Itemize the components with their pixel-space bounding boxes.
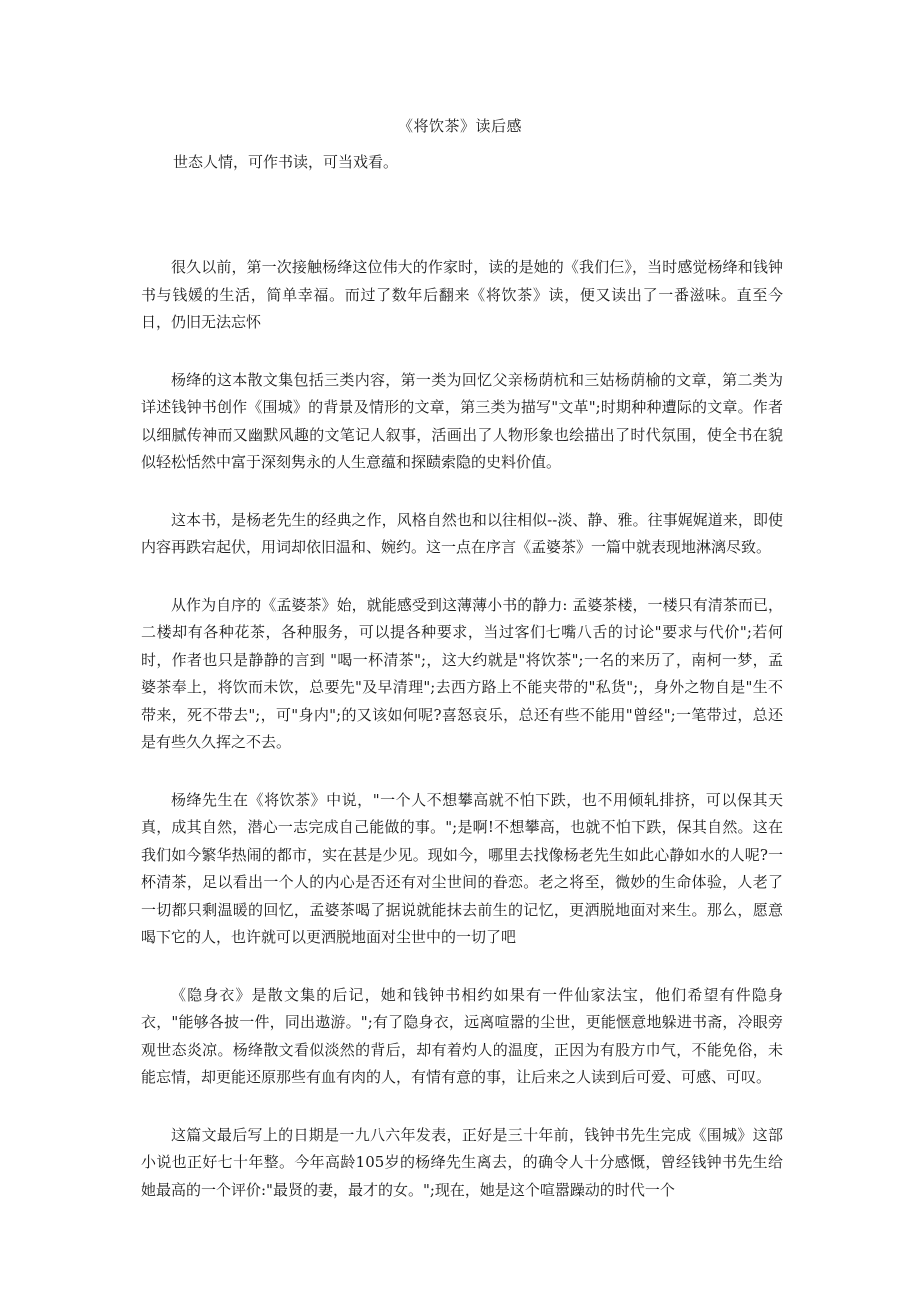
paragraph-4: 从作为自序的《孟婆茶》始，就能感受到这薄薄小书的静力: 孟婆茶楼，一楼只有清茶而已，二楼却有各种花茶，各种服务，可以提各种要求，当过客们七嘴八舌的讨论"要求与代价";若何时，作者也只是静静的言到 "喝一杯清茶";，这大约就是"将饮茶";一名的来历了，南柯一梦，孟婆茶奉上，将饮而未饮，总要先"及早清理";去西方路上不能夹带的"私货";，身外之物自是"生不带来，死不带去";，可"身内";的又该如何呢?喜怒哀乐，总还有些不能用"曾经";一笔带过，总还是有些久久挥之不去。 [141, 595, 783, 751]
epigraph: 世态人情，可作书读，可当戏看。 [173, 153, 399, 171]
paragraph-1: 很久以前，第一次接触杨绛这位伟大的作家时，读的是她的《我们仨》，当时感觉杨绛和钱钟书与钱媛的生活，简单幸福。而过了数年后翻来《将饮茶》读，便又读出了一番滋味。直至今日，仍旧无法忘怀 [141, 258, 783, 331]
paragraph-5: 杨绛先生在《将饮茶》中说，"一个人不想攀高就不怕下跌，也不用倾轧排挤，可以保其天真，成其自然，潜心一志完成自己能做的事。";是啊!不想攀高，也就不怕下跌，保其自然。这在我们如今繁华热闹的都市，实在甚是少见。现如今，哪里去找像杨老先生如此心静如水的人呢?一杯清茶，足以看出一个人的内心是否还有对尘世间的眷恋。老之将至，微妙的生命体验，人老了一切都只剩温暖的回忆，孟婆茶喝了据说就能抹去前生的记忆，更洒脱地面对来生。那么，愿意喝下它的人，也许就可以更洒脱地面对尘世中的一切了吧 [141, 790, 783, 946]
paragraph-2: 杨绛的这本散文集包括三类内容，第一类为回忆父亲杨荫杭和三姑杨荫榆的文章，第二类为详述钱钟书创作《围城》的背景及情形的文章，第三类为描写"文革";时期种种遭际的文章。作者以细腻传神而又幽默风趣的文笔记人叙事，活画出了人物形象也绘描出了时代氛围，使全书在貌似轻松恬然中富于深刻隽永的人生意蕴和探赜索隐的史料价值。 [141, 370, 783, 471]
paragraph-3: 这本书，是杨老先生的经典之作，风格自然也和以往相似--淡、静、雅。往事娓娓道来，即使内容再跌宕起伏，用词却依旧温和、婉约。这一点在序言《孟婆茶》一篇中就表现地淋漓尽致。 [141, 510, 783, 556]
article-body [141, 254, 783, 1234]
paragraph-7: 这篇文最后写上的日期是一九八六年发表，正好是三十年前，钱钟书先生完成《围城》这部小说也正好七十年整。今年高龄105岁的杨绛先生离去，的确令人十分感慨，曾经钱钟书先生给她最高的一个评价:"最贤的妻，最才的女。";现在，她是这个喧嚣躁动的时代一个 [141, 1125, 783, 1199]
paragraph-6: 《隐身衣》是散文集的后记，她和钱钟书相约如果有一件仙家法宝，他们希望有件隐身衣，"能够各披一件，同出遨游。";有了隐身衣，远离喧嚣的尘世，更能惬意地躲进书斋，冷眼旁观世态炎凉。杨绛散文看似淡然的背后，却有着灼人的温度，正因为有股方巾气，不能免俗，未能忘情，却更能还原那些有血有肉的人，有情有意的事，让后来之人读到后可爱、可感、可叹。 [141, 985, 783, 1086]
document-title: 《将饮茶》读后感 [397, 117, 522, 135]
